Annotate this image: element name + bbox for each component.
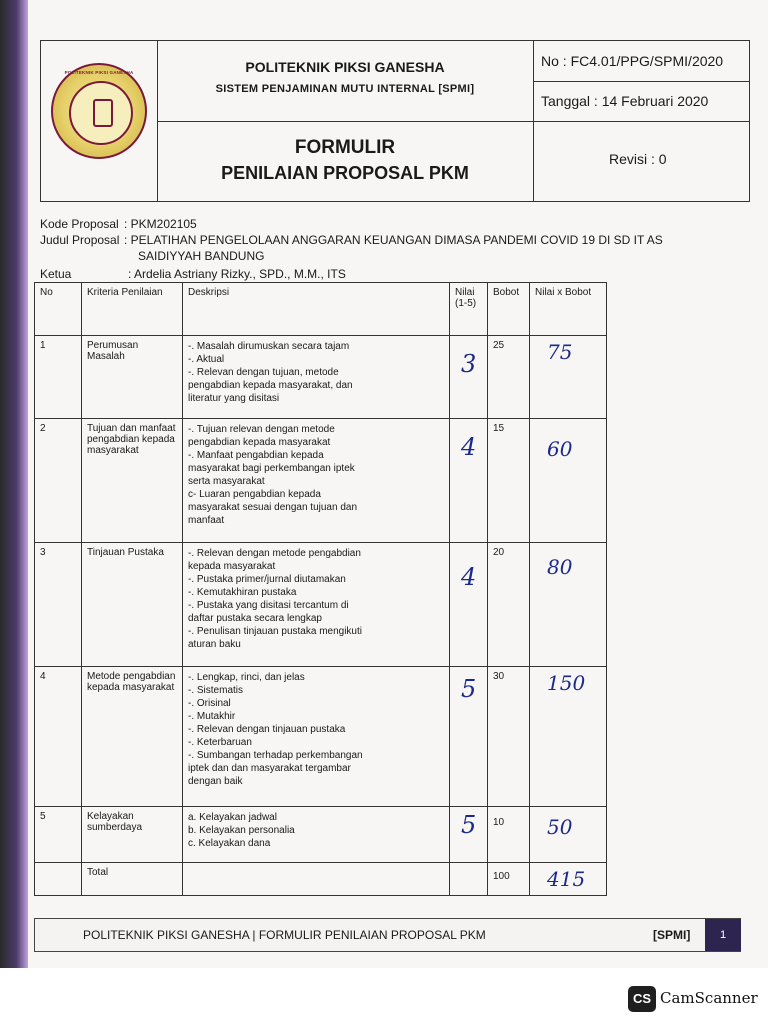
- row-no: 1: [35, 336, 82, 419]
- header-kriteria: Kriteria Penilaian: [82, 283, 183, 336]
- row-score: [530, 419, 607, 543]
- org-subtitle: SISTEM PENJAMINAN MUTU INTERNAL [SPMI]: [215, 83, 475, 95]
- row-bobot: 25: [488, 336, 530, 419]
- table-header-row: [35, 283, 607, 336]
- judul-row: [40, 232, 663, 248]
- row-bobot: 30: [488, 667, 530, 807]
- row-deskripsi: [183, 336, 450, 419]
- logo-text: POLITEKNIK PIKSI GANESHA: [64, 70, 134, 75]
- camscanner-logo-icon: CS: [628, 986, 656, 1012]
- form-subtitle: PENILAIAN PROPOSAL PKM: [221, 163, 469, 183]
- row-deskripsi: [183, 543, 450, 667]
- header-nilai: Nilai (1-5): [450, 283, 488, 336]
- desc-line: -. Tujuan relevan dengan metode: [188, 424, 335, 435]
- doc-date: Tanggal : 14 Februari 2020: [541, 93, 709, 109]
- desc-line: -. Pustaka primer/jurnal diutamakan: [188, 574, 346, 585]
- table-total-row: [35, 863, 607, 896]
- desc-line: -. Sumbangan terhadap perkembangan: [188, 750, 363, 761]
- row-score: [530, 807, 607, 863]
- judul-row-cont: [138, 248, 264, 264]
- table-row: [35, 419, 607, 543]
- row-score: [530, 336, 607, 419]
- row-kriteria: Kelayakan sumberdaya: [82, 807, 183, 863]
- header-bobot: Bobot: [488, 283, 530, 336]
- desc-line: -. Masalah dirumuskan secara tajam: [188, 341, 350, 352]
- desc-line: -. Aktual: [188, 354, 225, 365]
- desc-line: literatur yang disitasi: [188, 393, 280, 404]
- desc-line: c- Luaran pengabdian kepada: [188, 489, 321, 500]
- handwritten-score: 80: [547, 555, 573, 579]
- row-nilai: [450, 807, 488, 863]
- judul-value-line2: SAIDIYYAH BANDUNG: [138, 249, 265, 263]
- doc-revision: Revisi : 0: [609, 151, 667, 167]
- desc-line: pengabdian kepada masyarakat, dan: [188, 380, 353, 391]
- row-nilai: [450, 336, 488, 419]
- row-no: 5: [35, 807, 82, 863]
- doc-number-cell: [533, 41, 749, 82]
- form-header: [40, 40, 750, 202]
- row-bobot: 15: [488, 419, 530, 543]
- handwritten-nilai: 5: [461, 675, 477, 703]
- form-title-cell: [157, 121, 534, 201]
- footer-spmi: [SPMI]: [653, 928, 691, 942]
- total-desc-cell: [183, 863, 450, 896]
- desc-line: -. Penulisan tinjauan pustaka mengikuti: [188, 626, 362, 637]
- desc-line: c. Kelayakan dana: [188, 838, 271, 849]
- desc-line: pengabdian kepada masyarakat: [188, 437, 331, 448]
- desc-line: a. Kelayakan jadwal: [188, 812, 277, 823]
- header-nilai-x-bobot: Nilai x Bobot: [530, 283, 607, 336]
- row-no: 2: [35, 419, 82, 543]
- header-deskripsi: Deskripsi: [183, 283, 450, 336]
- row-score: [530, 667, 607, 807]
- row-kriteria: Tinjauan Pustaka: [82, 543, 183, 667]
- footer-text: POLITEKNIK PIKSI GANESHA | FORMULIR PENILAIAN PROPOSAL PKM: [83, 928, 486, 942]
- desc-line: masyarakat bagi perkembangan iptek: [188, 463, 355, 474]
- handwritten-score: 75: [547, 340, 573, 364]
- desc-line: -. Pustaka yang disitasi tercantum di: [188, 600, 349, 611]
- handwritten-score: 60: [547, 437, 573, 461]
- handwritten-nilai: 5: [461, 811, 477, 839]
- desc-line: masyarakat sesuai dengan tujuan dan: [188, 502, 358, 513]
- total-bobot: 100: [488, 863, 530, 896]
- desc-line: dengan baik: [188, 776, 243, 787]
- assessment-table: [34, 282, 607, 896]
- desc-line: b. Kelayakan personalia: [188, 825, 295, 836]
- logo-building-icon: [93, 99, 113, 127]
- row-deskripsi: [183, 807, 450, 863]
- ketua-label: Ketua: [40, 267, 72, 281]
- handwritten-score: 150: [547, 671, 586, 695]
- judul-value-line1: : PELATIHAN PENGELOLAAN ANGGARAN KEUANGAN DIMASA PANDEMI COVID 19 DI SD IT AS: [124, 233, 663, 247]
- row-kriteria: Perumusan Masalah: [82, 336, 183, 419]
- table-row: [35, 807, 607, 863]
- desc-line: -. Orisinal: [188, 698, 231, 709]
- footer-page-number: 1: [705, 919, 741, 951]
- handwritten-nilai: 4: [461, 433, 477, 461]
- handwritten-nilai: 3: [461, 350, 477, 378]
- logo-cell: [41, 41, 158, 201]
- desc-line: -. Manfaat pengabdian kepada: [188, 450, 324, 461]
- revision-cell: [533, 121, 749, 201]
- desc-line: -. Keterbaruan: [188, 737, 252, 748]
- row-nilai: [450, 543, 488, 667]
- row-no: 4: [35, 667, 82, 807]
- desc-line: serta masyarakat: [188, 476, 265, 487]
- ketua-row: [40, 266, 346, 282]
- institution-logo: [51, 63, 147, 159]
- table-row: [35, 543, 607, 667]
- row-kriteria: Tujuan dan manfaat pengabdian kepada masyarakat: [82, 419, 183, 543]
- desc-line: -. Relevan dengan metode pengabdian: [188, 548, 361, 559]
- table-row: [35, 667, 607, 807]
- table-row: [35, 336, 607, 419]
- total-score-cell: [530, 863, 607, 896]
- row-bobot: 10: [488, 807, 530, 863]
- desc-line: aturan baku: [188, 639, 241, 650]
- kode-value: : PKM202105: [124, 217, 197, 231]
- handwritten-total-score: 415: [547, 867, 586, 891]
- desc-line: -. Kemutakhiran pustaka: [188, 587, 297, 598]
- total-label: Total: [82, 863, 183, 896]
- date-cell: [533, 81, 749, 122]
- row-no: 3: [35, 543, 82, 667]
- desc-line: -. Relevan dengan tujuan, metode: [188, 367, 339, 378]
- total-no-cell: [35, 863, 82, 896]
- desc-line: -. Lengkap, rinci, dan jelas: [188, 672, 305, 683]
- camscanner-text: CamScanner: [660, 989, 758, 1007]
- logo-seal-icon: [69, 81, 133, 145]
- desc-line: -. Relevan dengan tinjauan pustaka: [188, 724, 346, 735]
- kode-label: Kode Proposal: [40, 217, 119, 231]
- org-cell: [157, 41, 534, 122]
- row-kriteria: Metode pengabdian kepada masyarakat: [82, 667, 183, 807]
- header-no: No: [35, 283, 82, 336]
- desc-line: manfaat: [188, 515, 225, 526]
- judul-label: Judul Proposal: [40, 233, 120, 247]
- doc-number: No : FC4.01/PPG/SPMI/2020: [541, 53, 724, 69]
- kode-row: [40, 216, 197, 232]
- row-deskripsi: [183, 667, 450, 807]
- handwritten-nilai: 4: [461, 563, 477, 591]
- handwritten-score: 50: [547, 815, 573, 839]
- row-nilai: [450, 419, 488, 543]
- total-nilai-cell: [450, 863, 488, 896]
- desc-line: kepada masyarakat: [188, 561, 276, 572]
- form-title: FORMULIR: [294, 137, 396, 158]
- desc-line: -. Sistematis: [188, 685, 244, 696]
- page-footer: [34, 918, 741, 952]
- row-deskripsi: [183, 419, 450, 543]
- row-score: [530, 543, 607, 667]
- row-nilai: [450, 667, 488, 807]
- desc-line: -. Mutakhir: [188, 711, 236, 722]
- ketua-value: : Ardelia Astriany Rizky., SPD., M.M., ITS: [128, 267, 346, 281]
- desc-line: iptek dan dan masyarakat tergambar: [188, 763, 351, 774]
- row-bobot: 20: [488, 543, 530, 667]
- desc-line: daftar pustaka secara lengkap: [188, 613, 322, 624]
- org-title: POLITEKNIK PIKSI GANESHA: [245, 59, 445, 75]
